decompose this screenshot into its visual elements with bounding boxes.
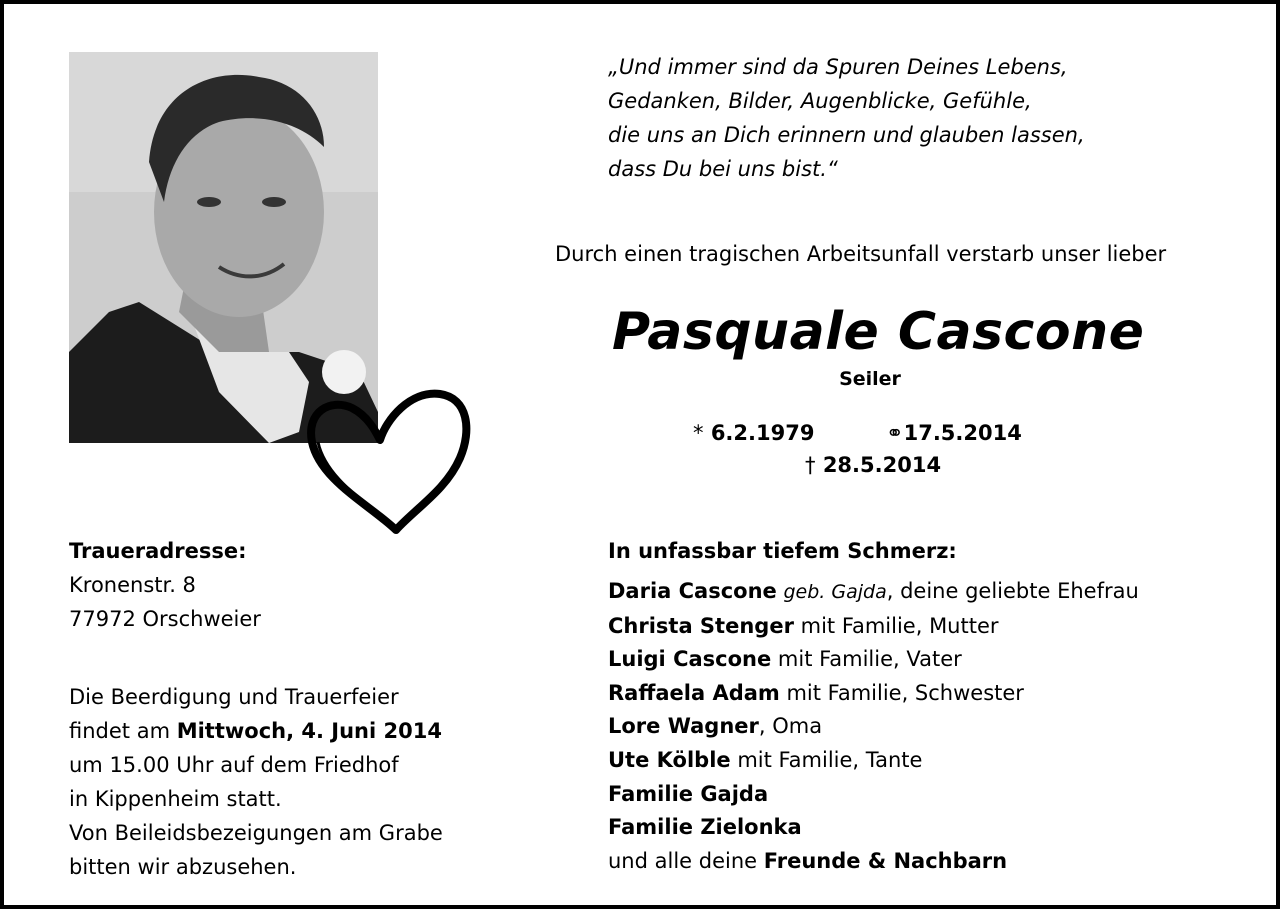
mourner-name: Familie Gajda: [608, 781, 769, 806]
mourner-row: [608, 610, 1139, 644]
funeral-line-text: findet am: [69, 719, 177, 743]
mourner-relation: , Oma: [758, 714, 823, 739]
birth-date-value: 6.2.1979: [710, 421, 815, 445]
mourner-row: [608, 575, 1139, 610]
quote-block: [608, 50, 1085, 186]
quote-line: Gedanken, Bilder, Augenblicke, Gefühle,: [608, 89, 1032, 113]
mourner-row: [608, 744, 1139, 778]
closing-row: [608, 845, 1139, 879]
mourner-name: Christa Stenger: [608, 613, 794, 638]
funeral-line: [69, 714, 443, 748]
funeral-line: bitten wir abzusehen.: [69, 855, 297, 879]
mourners-list: [608, 575, 1139, 878]
death-date-value: 28.5.2014: [822, 453, 942, 477]
quote-line: die uns an Dich erinnern und glauben lassen,: [608, 123, 1085, 147]
mourner-row: [608, 677, 1139, 711]
address-label: Traueradresse:: [69, 539, 247, 563]
address-street: Kronenstr. 8: [69, 573, 196, 597]
mourner-row: [608, 778, 1139, 812]
mourner-row: [608, 710, 1139, 744]
funeral-line: Von Beileidsbezeigungen am Grabe: [69, 821, 443, 845]
wedding-date: [886, 418, 1022, 448]
mourning-address: [69, 534, 261, 636]
mourner-row: [608, 811, 1139, 845]
mourner-relation: mit Familie, Mutter: [793, 613, 999, 638]
quote-line: dass Du bei uns bist.“: [608, 157, 838, 181]
death-date: [805, 450, 941, 480]
mourner-name: Familie Zielonka: [608, 815, 802, 840]
address-city: 77972 Orschweier: [69, 607, 261, 631]
funeral-date: Mittwoch, 4. Juni 2014: [176, 719, 442, 743]
heart-icon: [300, 380, 480, 540]
mourner-name: Lore Wagner: [608, 714, 759, 739]
mourner-name: Luigi Cascone: [608, 647, 772, 672]
birth-date: [693, 418, 814, 448]
funeral-line: um 15.00 Uhr auf dem Friedhof: [69, 753, 399, 777]
funeral-line: Die Beerdigung und Trauerfeier: [69, 685, 399, 709]
mourner-relation: , deine geliebte Ehefrau: [886, 579, 1139, 603]
closing-text: und alle deine: [608, 848, 764, 873]
wedding-date-value: 17.5.2014: [903, 421, 1022, 445]
occupation: Seiler: [839, 368, 901, 390]
closing-bold: Freunde & Nachbarn: [763, 848, 1008, 873]
funeral-line: in Kippenheim statt.: [69, 787, 282, 811]
mourner-name: Raffaela Adam: [608, 680, 780, 705]
mourner-name: Daria Cascone: [608, 579, 777, 603]
mourner-relation: mit Familie, Schwester: [779, 680, 1024, 705]
mourners-heading: In unfassbar tiefem Schmerz:: [608, 539, 957, 563]
birth-symbol: *: [693, 421, 704, 445]
rings-icon: ⚭: [886, 421, 904, 445]
mourner-relation: mit Familie, Vater: [771, 647, 962, 672]
mourner-relation: mit Familie, Tante: [730, 747, 923, 772]
mourner-row: [608, 643, 1139, 677]
quote-line: „Und immer sind da Spuren Deines Lebens,: [608, 55, 1068, 79]
intro-text: Durch einen tragischen Arbeitsunfall verstarb unser lieber: [555, 242, 1167, 266]
funeral-info: [69, 680, 443, 884]
mourner-name: Ute Kölble: [608, 747, 731, 772]
deceased-name: Pasquale Cascone: [612, 302, 1145, 362]
cross-icon: †: [805, 453, 816, 477]
mourner-maiden-name: geb. Gajda: [783, 581, 887, 603]
